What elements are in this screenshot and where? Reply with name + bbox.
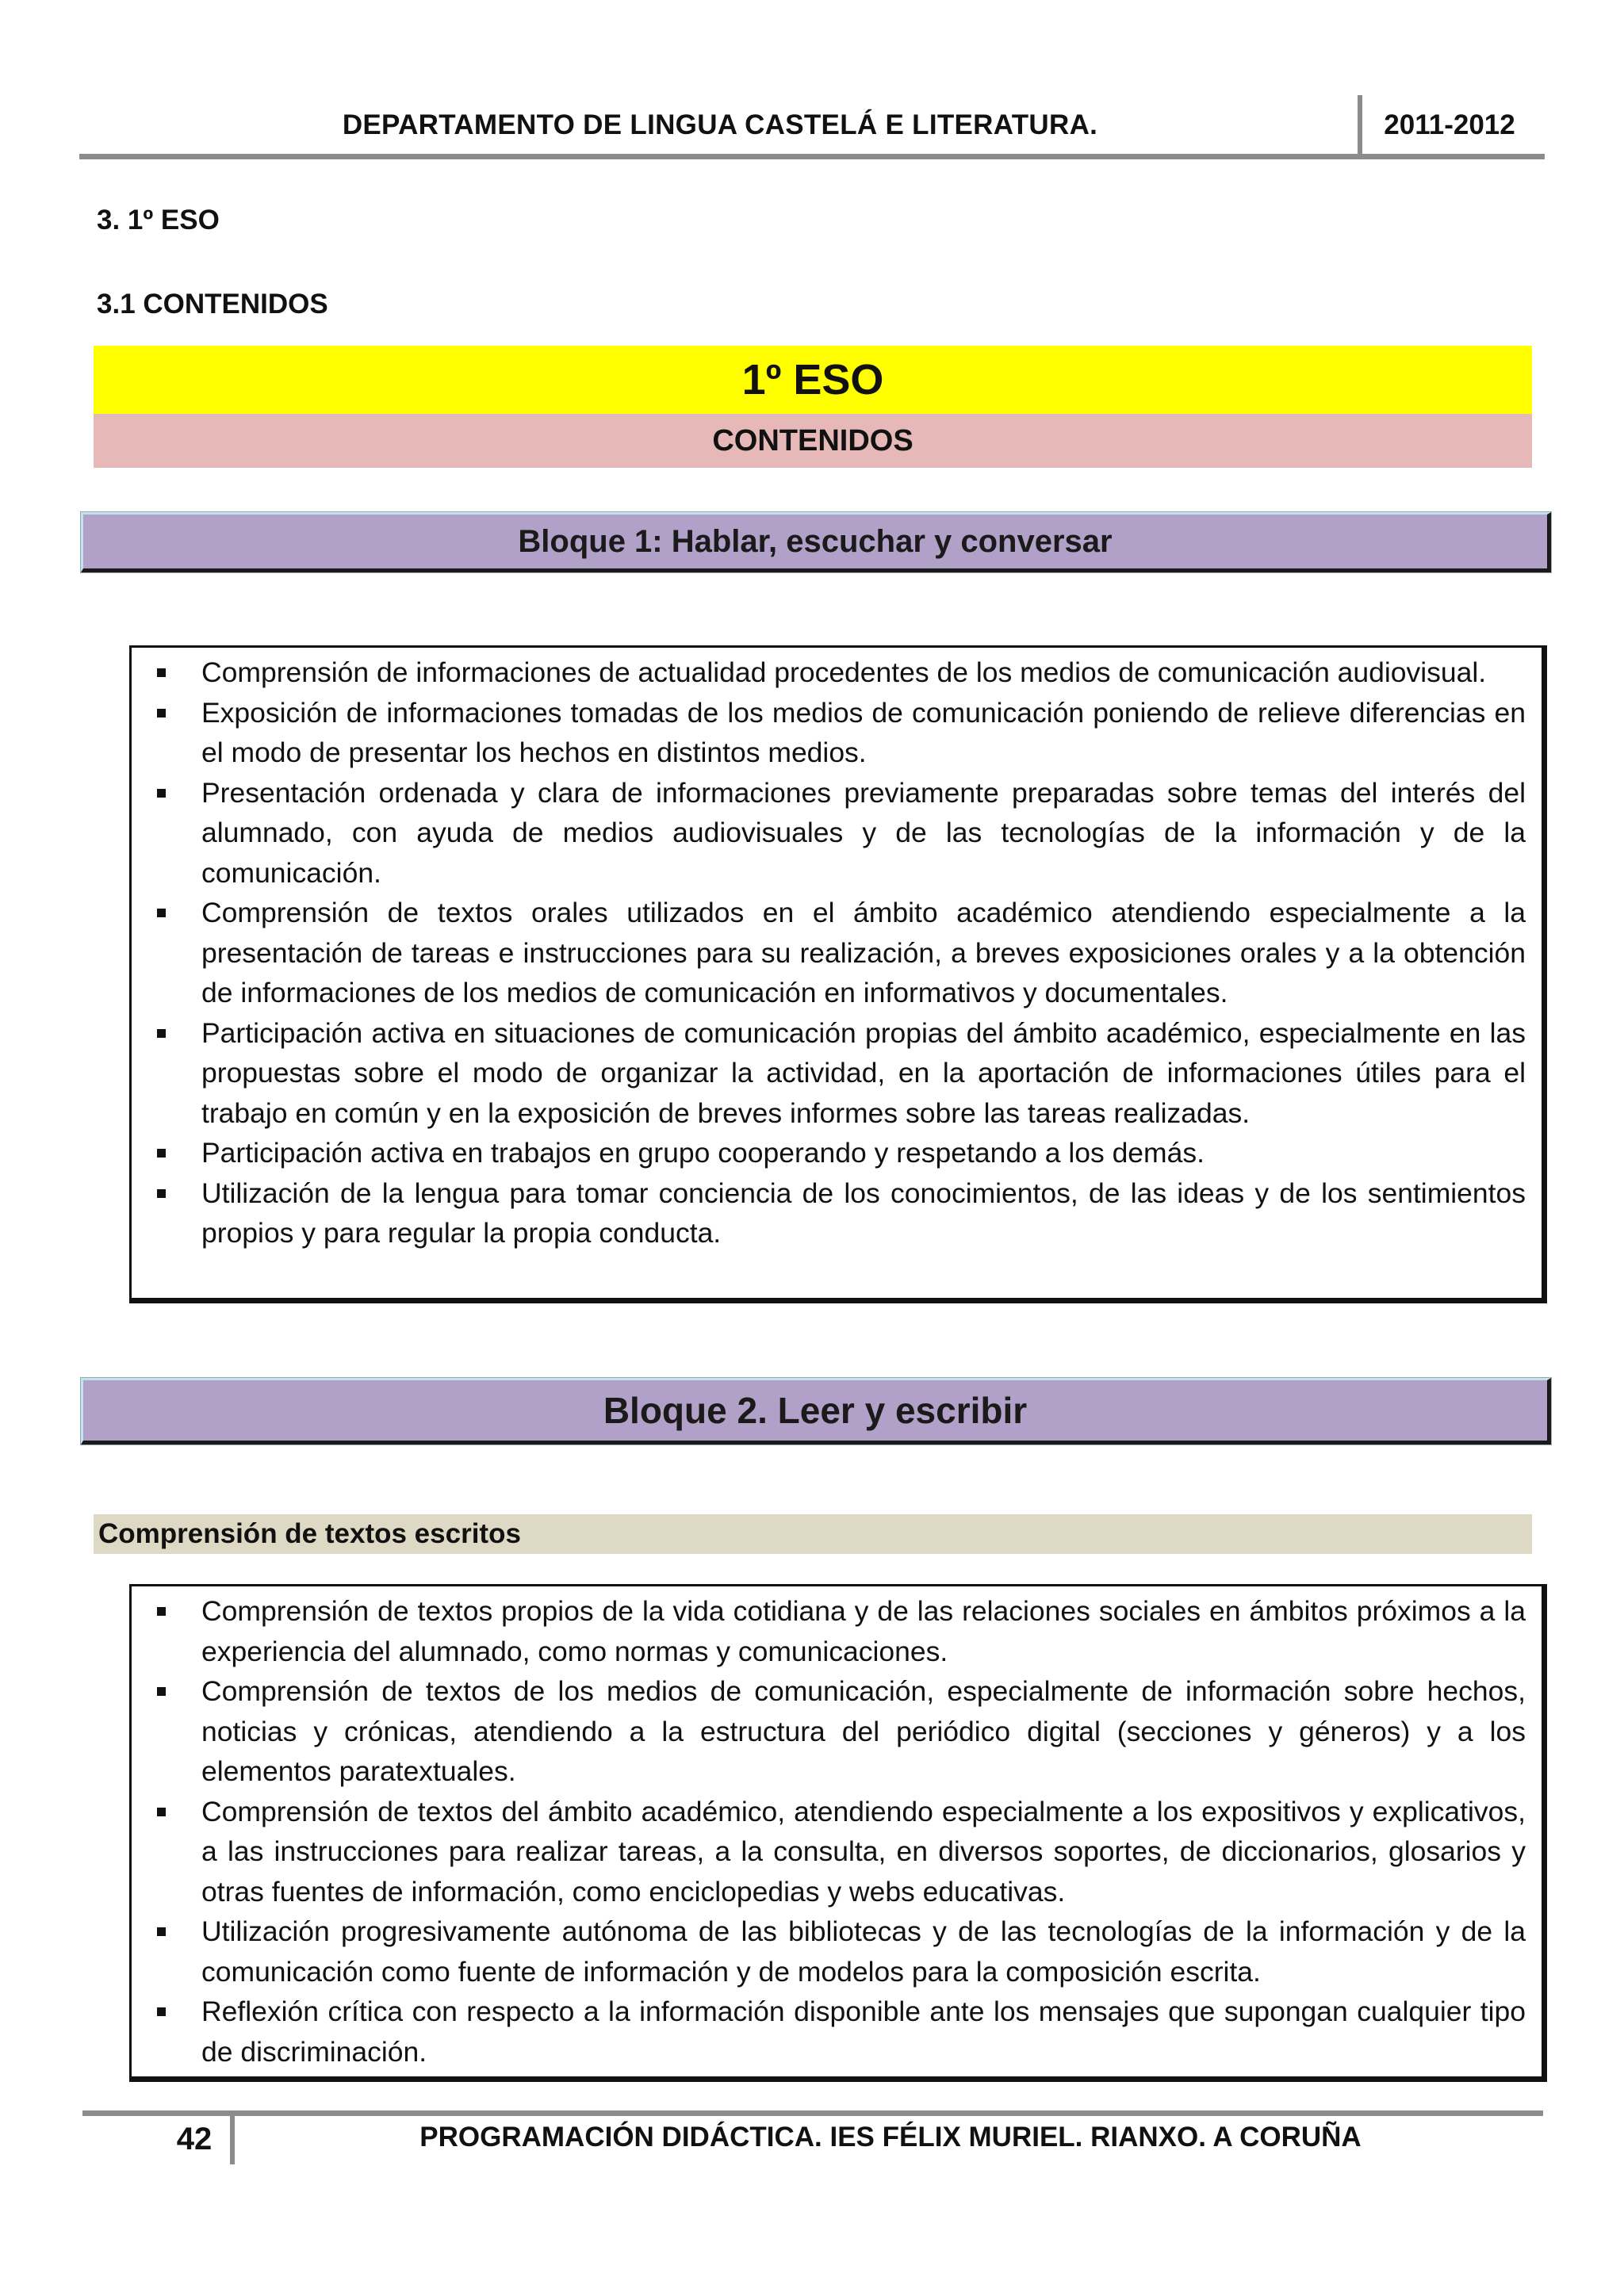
- list-item-text: Comprensión de textos propios de la vida cotidiana y de las relaciones sociales en ámbitos próximos a la experiencia del alumnado, como normas y comunicaciones.: [201, 1595, 1526, 1667]
- block2-content-box: [129, 1584, 1547, 2082]
- list-item: [146, 1133, 1526, 1173]
- bullet-icon: [157, 2007, 166, 2016]
- block2-title: Bloque 2. Leer y escribir: [81, 1378, 1551, 1445]
- list-item: [146, 1792, 1526, 1912]
- list-item-text: Reflexión crítica con respecto a la información disponible ante los mensajes que supongan cualquier tipo de discriminación.: [201, 1996, 1526, 2068]
- list-item: [146, 1671, 1526, 1792]
- list-item-text: Utilización de la lengua para tomar conciencia de los conocimientos, de las ideas y de los sentimientos propios y para regular la propia conducta.: [201, 1177, 1526, 1249]
- list-item: [146, 1911, 1526, 1992]
- bullet-icon: [157, 1687, 166, 1696]
- footer-text: PROGRAMACIÓN DIDÁCTICA. IES FÉLIX MURIEL. RIANXO. A CORUÑA: [419, 2122, 1362, 2152]
- list-item-text: Exposición de informaciones tomadas de los medios de comunicación poniendo de relieve diferencias en el modo de presentar los hechos en distintos medios.: [201, 696, 1526, 768]
- list-item: [146, 693, 1526, 773]
- bullet-icon: [157, 709, 166, 718]
- bullet-icon: [157, 789, 166, 798]
- block2-subheading: Comprensión de textos escritos: [94, 1514, 1532, 1554]
- footer-rule: [82, 2110, 1543, 2116]
- bullet-icon: [157, 1029, 166, 1038]
- section-title: 3. 1º ESO: [97, 205, 220, 235]
- block1-title: Bloque 1: Hablar, escuchar y conversar: [81, 512, 1551, 572]
- block1-content-box: [129, 645, 1547, 1303]
- header-department: DEPARTAMENTO DE LINGUA CASTELÁ E LITERATURA.: [342, 109, 1098, 140]
- footer-divider: [230, 2110, 235, 2164]
- bullet-icon: [157, 1808, 166, 1816]
- course-banner: 1º ESO: [94, 346, 1532, 414]
- bullet-icon: [157, 1607, 166, 1616]
- list-item-text: Comprensión de textos orales utilizados en el ámbito académico atendiendo especialmente a la presentación de tareas e instrucciones para su realización, a breves exposiciones orales y a la obtención de informaciones de los medios de comunicación en informativos y documentales.: [201, 897, 1526, 1008]
- list-item: [146, 652, 1526, 693]
- bullet-icon: [157, 1189, 166, 1198]
- list-item-text: Presentación ordenada y clara de informaciones previamente preparadas sobre temas del interés del alumnado, con ayuda de medios audiovisuales y de las tecnologías de la información y de la comunicación.: [201, 776, 1526, 889]
- list-item-text: Participación activa en situaciones de comunicación propias del ámbito académico, especialmente en las propuestas sobre el modo de organizar la actividad, en la aportación de informaciones útiles para el trabajo en común y en la exposición de breves informes sobre las tareas realizadas.: [201, 1016, 1526, 1129]
- header-rule: [79, 154, 1545, 159]
- block2-list: [146, 1591, 1526, 2072]
- bullet-icon: [157, 909, 166, 917]
- list-item-text: Comprensión de textos de los medios de comunicación, especialmente de información sobre hechos, noticias y crónicas, atendiendo a la estructura del periódico digital (secciones y géneros) y a los elementos paratextuales.: [201, 1675, 1526, 1787]
- list-item-text: Comprensión de informaciones de actualidad procedentes de los medios de comunicación audiovisual.: [201, 656, 1487, 688]
- list-item-text: Participación activa en trabajos en grupo cooperando y respetando a los demás.: [201, 1137, 1205, 1169]
- list-item: [146, 773, 1526, 894]
- list-item: [146, 1013, 1526, 1134]
- list-item: [146, 1591, 1526, 1671]
- list-item: [146, 1173, 1526, 1253]
- bullet-icon: [157, 1927, 166, 1936]
- subsection-title: 3.1 CONTENIDOS: [97, 289, 328, 320]
- contents-banner: CONTENIDOS: [94, 414, 1532, 468]
- bullet-icon: [157, 1149, 166, 1158]
- list-item-text: Utilización progresivamente autónoma de las bibliotecas y de las tecnologías de la información y de la comunicación como fuente de información y de modelos para la composición escrita.: [201, 1915, 1526, 1988]
- list-item-text: Comprensión de textos del ámbito académico, atendiendo especialmente a los expositivos y explicativos, a las instrucciones para realizar tareas, a la consulta, en diversos soportes, de diccionarios, glosarios y otras fuentes de información, como enciclopedias y webs educativas.: [201, 1795, 1526, 1908]
- list-item: [146, 1992, 1526, 2072]
- page-number: 42: [176, 2122, 213, 2156]
- bullet-icon: [157, 668, 166, 677]
- block1-list: [146, 652, 1526, 1253]
- header-year: 2011-2012: [1384, 109, 1515, 140]
- list-item: [146, 893, 1526, 1013]
